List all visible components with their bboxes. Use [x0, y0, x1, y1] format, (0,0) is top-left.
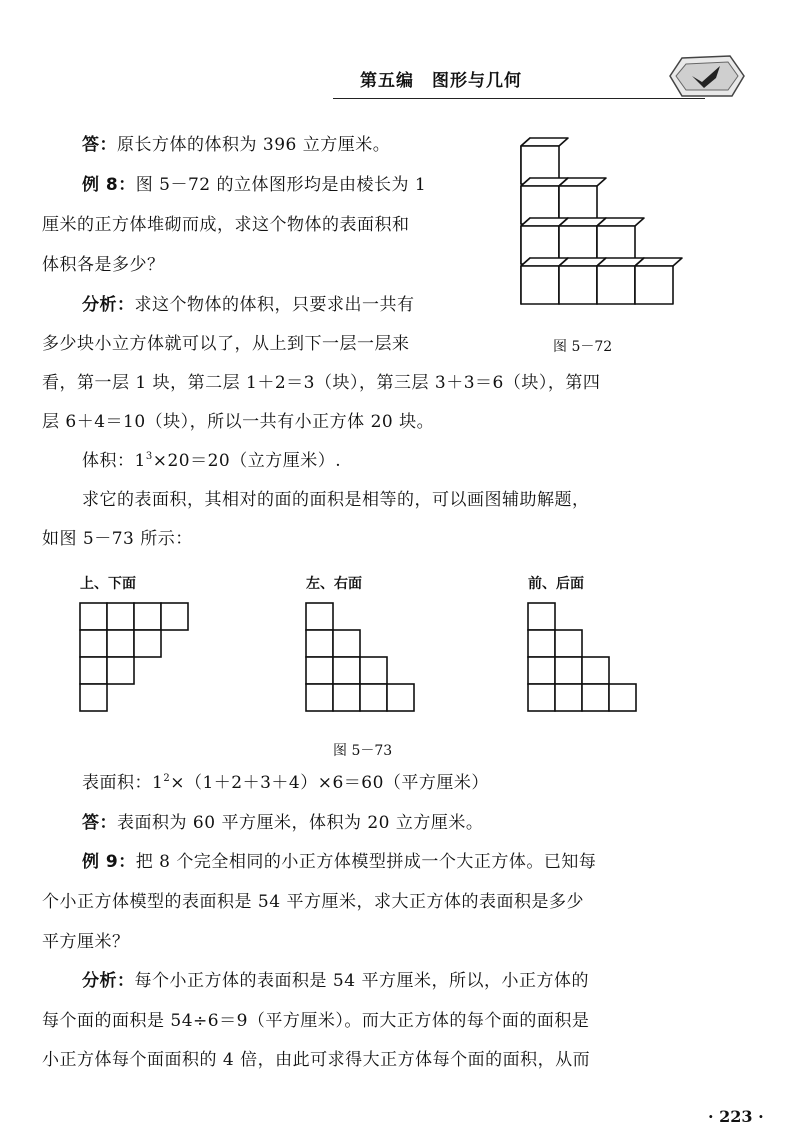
front-back-grid-cell: [528, 603, 555, 630]
front-back-grid-cell: [528, 684, 555, 711]
label-top-bottom: 上、下面: [80, 576, 136, 592]
front-back-grid-cell: [582, 657, 609, 684]
example-9-label: 例 9：: [82, 852, 136, 872]
answer-text: 原长方体的体积为 396 立方厘米。: [117, 135, 391, 155]
example-9-line: [82, 851, 596, 873]
front-back-grid-cell: [528, 657, 555, 684]
left-right-grid-cell: [360, 657, 387, 684]
answer-label-2: 答：: [82, 813, 117, 833]
text-line-15: 个小正方体模型的表面积是 54 平方厘米，求大正方体的表面积是多少: [42, 892, 584, 912]
label-left-right: 左、右面: [306, 576, 362, 592]
volume-formula: [82, 450, 341, 472]
top-bottom-grid-cell: [80, 630, 107, 657]
volume-formula-part-b: ×20＝20（立方厘米）.: [152, 451, 342, 471]
text-line-3: 厘米的正方体堆砌而成，求这个物体的表面积和: [42, 215, 410, 235]
left-right-grid-cell: [360, 684, 387, 711]
volume-formula-part-a: 体积：1: [82, 451, 146, 471]
surface-formula-part-a: 表面积：1: [82, 773, 164, 793]
front-back-grid-cell: [528, 630, 555, 657]
top-bottom-grid-cell: [80, 684, 107, 711]
surface-exponent: 2: [163, 773, 171, 784]
header-rule: [333, 98, 705, 99]
left-right-grid-cell: [387, 684, 414, 711]
left-right-grid-cell: [306, 630, 333, 657]
example-8-label: 例 8：: [82, 175, 136, 195]
analysis-line-2: [82, 970, 589, 992]
top-bottom-grid-cell: [134, 630, 161, 657]
top-bottom-grid-cell: [80, 657, 107, 684]
left-right-grid-cell: [333, 684, 360, 711]
front-back-grid-cell: [582, 684, 609, 711]
left-right-grid-cell: [306, 603, 333, 630]
left-right-grid-cell: [333, 630, 360, 657]
text-line-4: 体积各是多少？: [42, 255, 165, 275]
left-right-grid-cell: [306, 657, 333, 684]
text-line-18: 每个面的面积是 54÷6＝9（平方厘米）。而大正方体的每个面的面积是: [42, 1011, 590, 1031]
cube-9: [635, 258, 682, 304]
top-bottom-grid-cell: [107, 657, 134, 684]
chapter-header: 第五编 图形与几何: [360, 71, 522, 91]
top-bottom-grid-cell: [107, 630, 134, 657]
example-9-text: 把 8 个完全相同的小正方体模型拼成一个大正方体。已知每: [135, 852, 597, 872]
front-back-grid-cell: [555, 657, 582, 684]
example-8-line: [82, 174, 426, 196]
label-front-back: 前、后面: [528, 576, 584, 592]
cube-0: [521, 138, 568, 184]
answer-text-2: 表面积为 60 平方厘米，体积为 20 立方厘米。: [117, 813, 484, 833]
analysis-label: 分析：: [82, 295, 135, 315]
front-back-grid-cell: [555, 630, 582, 657]
text-line-11: 如图 5－73 所示：: [42, 529, 193, 549]
top-bottom-grid-cell: [80, 603, 107, 630]
surface-formula-part-b: ×（1＋2＋3＋4）×6＝60（平方厘米）: [170, 773, 489, 793]
cube-5: [597, 218, 644, 264]
analysis-line: [82, 294, 415, 316]
analysis-text: 求这个物体的体积，只要求出一共有: [134, 295, 415, 315]
top-bottom-grid-cell: [134, 603, 161, 630]
text-line-6: 多少块小立方体就可以了，从上到下一层一层来: [42, 334, 410, 354]
text-line-8: 层 6＋4＝10（块），所以一共有小正方体 20 块。: [42, 412, 435, 432]
front-back-grid-cell: [555, 684, 582, 711]
figure-5-73-caption: 图 5－73: [333, 743, 393, 759]
answer-label: 答：: [82, 135, 117, 155]
figure-5-72-cube-stack: [500, 128, 700, 328]
text-line-19: 小正方体每个面面积的 4 倍，由此可求得大正方体每个面的面积，从而: [42, 1050, 591, 1070]
analysis-text-2: 每个小正方体的表面积是 54 平方厘米，所以，小正方体的: [134, 971, 589, 991]
text-line-16: 平方厘米？: [42, 932, 130, 952]
chapter-emblem-icon: [668, 52, 748, 100]
figure-5-72-caption: 图 5－72: [553, 339, 613, 355]
answer-line-2: [82, 812, 483, 834]
surface-area-formula: [82, 772, 489, 794]
answer-line-1: [82, 134, 390, 156]
page-number: · 223 ·: [708, 1107, 764, 1126]
left-right-grid-cell: [333, 657, 360, 684]
volume-exponent: 3: [145, 451, 153, 462]
example-8-text: 图 5－72 的立体图形均是由棱长为 1: [135, 175, 427, 195]
left-right-grid-cell: [306, 684, 333, 711]
text-line-7: 看，第一层 1 块，第二层 1＋2＝3（块），第三层 3＋3＝6（块），第四: [42, 373, 601, 393]
analysis-label-2: 分析：: [82, 971, 135, 991]
cube-2: [559, 178, 606, 224]
front-back-grid-cell: [609, 684, 636, 711]
text-line-10: 求它的表面积，其相对的面的面积是相等的，可以画图辅助解题，: [82, 490, 590, 510]
top-bottom-grid-cell: [107, 603, 134, 630]
figure-5-73-grids: [0, 595, 800, 720]
top-bottom-grid-cell: [161, 603, 188, 630]
